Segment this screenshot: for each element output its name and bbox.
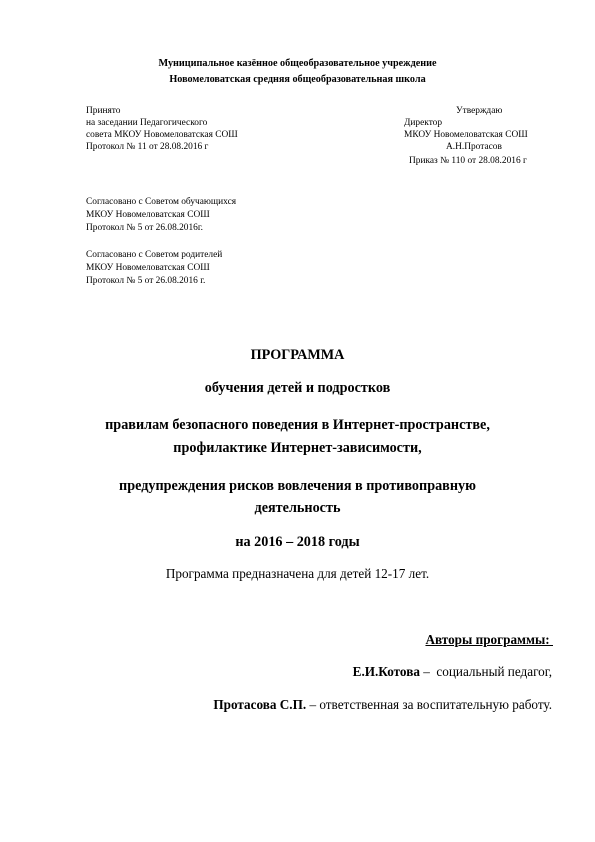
- program-title: ПРОГРАММА: [250, 347, 345, 363]
- school-type-line: Муниципальное казённое общеобразовательное учреждение: [158, 58, 437, 69]
- agreed-students-protocol: Протокол № 5 от 26.08.2016г.: [86, 223, 203, 233]
- accepted-council: совета МКОУ Новомеловатская СОШ: [86, 130, 238, 140]
- author-2-role: – ответственная за воспитательную работу.: [306, 697, 552, 712]
- program-subtitle-line1: обучения детей и подростков: [204, 380, 391, 396]
- director-label: Директор: [404, 118, 443, 128]
- author-1-role: – социальный педагог,: [419, 664, 552, 679]
- program-subtitle-line3: профилактике Интернет-зависимости,: [173, 440, 422, 456]
- program-subtitle-line4: предупреждения рисков вовлечения в противоправную: [119, 478, 476, 494]
- agreed-parents-protocol: Протокол № 5 от 26.08.2016 г.: [86, 276, 206, 286]
- accepted-label: Принято: [86, 106, 121, 116]
- author-2-name: Протасова С.П.: [213, 697, 307, 712]
- agreed-students-school: МКОУ Новомеловатская СОШ: [86, 210, 210, 220]
- program-years: на 2016 – 2018 годы: [235, 534, 360, 550]
- accepted-protocol: Протокол № 11 от 28.08.2016 г: [86, 142, 209, 152]
- agreed-parents-school: МКОУ Новомеловатская СОШ: [86, 263, 210, 273]
- author-1-name: Е.И.Котова: [352, 664, 420, 679]
- director-name: А.Н.Протасов: [446, 142, 502, 152]
- school-name-line: Новомеловатская средняя общеобразовательная школа: [169, 74, 426, 85]
- author-2: [213, 697, 552, 713]
- order-number: Приказ № 110 от 28.08.2016 г: [409, 156, 527, 166]
- director-school: МКОУ Новомеловатская СОШ: [404, 130, 528, 140]
- approve-label: Утверждаю: [456, 106, 503, 116]
- agreed-parents-label: Согласовано с Советом родителей: [86, 250, 223, 260]
- authors-heading: Авторы программы:: [425, 632, 553, 647]
- agreed-students-label: Согласовано с Советом обучающихся: [86, 197, 237, 207]
- accepted-body: на заседании Педагогического: [86, 118, 208, 128]
- program-subtitle-line2: правилам безопасного поведения в Интернет-пространстве,: [105, 417, 490, 433]
- author-1: [353, 664, 552, 680]
- program-subtitle-line5: деятельность: [254, 500, 341, 516]
- program-purpose: Программа предназначена для детей 12-17 лет.: [165, 566, 430, 581]
